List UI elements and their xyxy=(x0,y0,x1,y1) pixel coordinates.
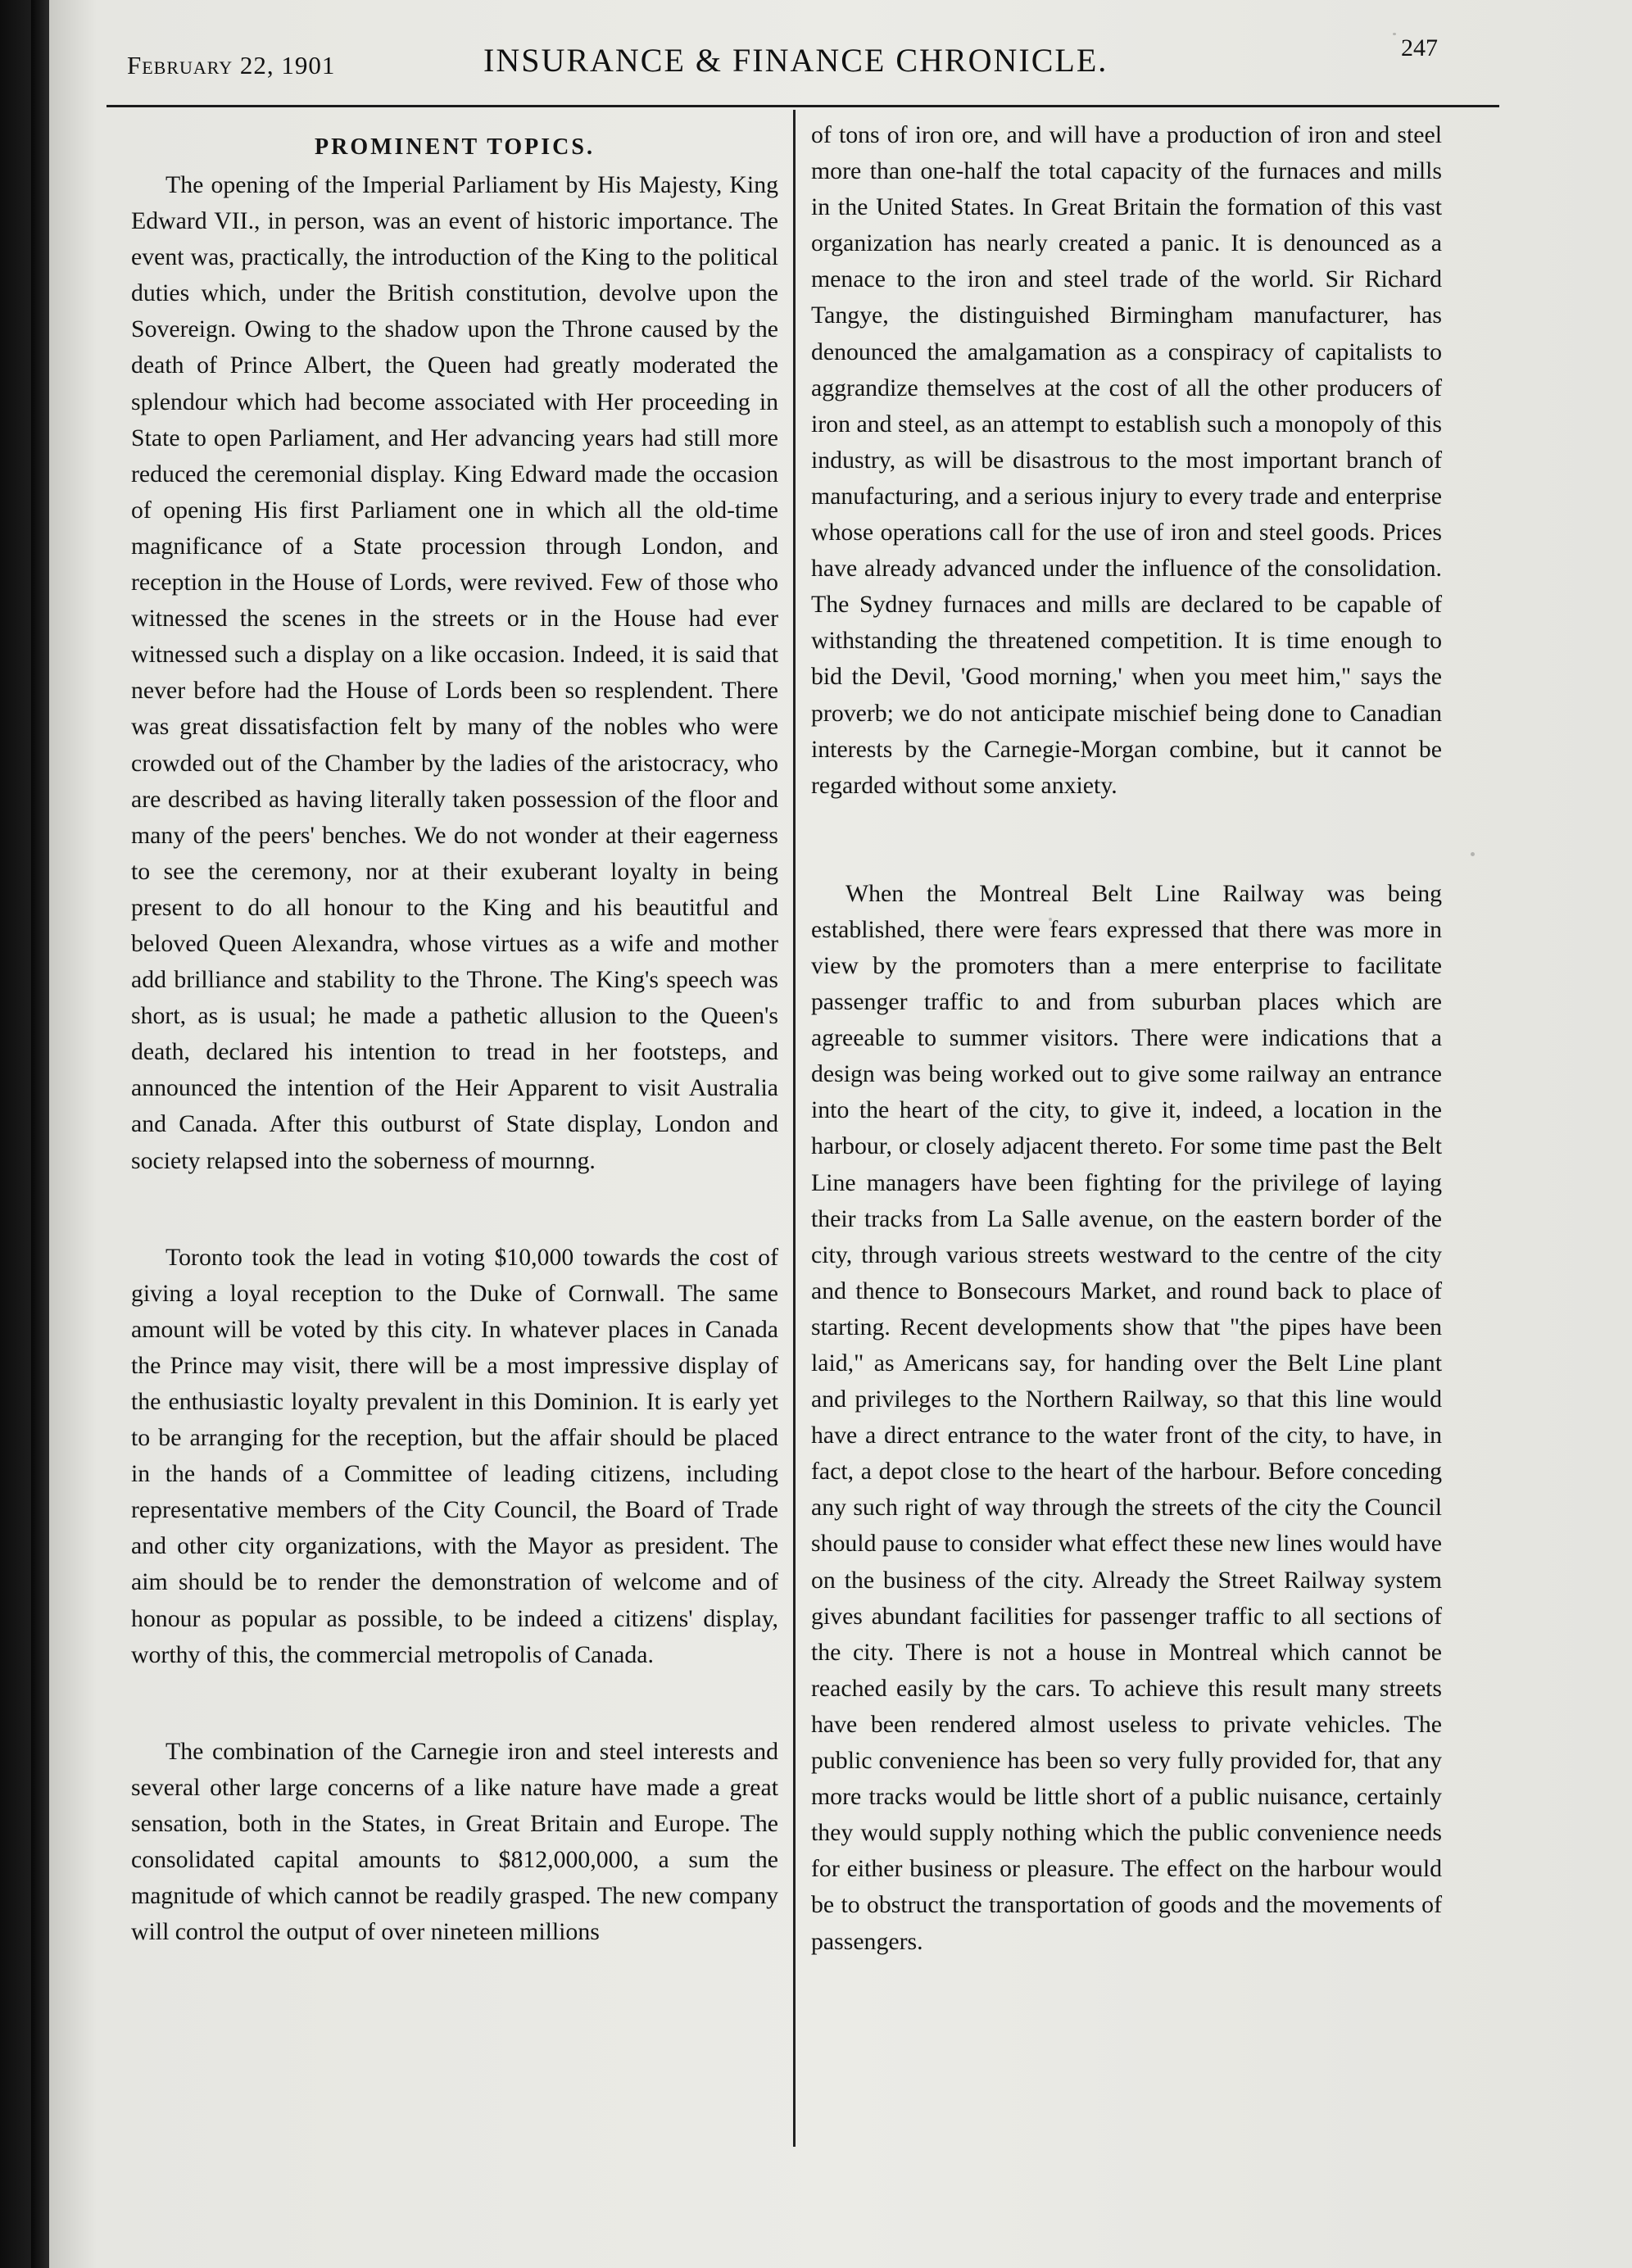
publication-title: INSURANCE & FINANCE CHRONICLE. xyxy=(483,42,1108,79)
right-column xyxy=(811,117,1442,1960)
paragraph-gap xyxy=(131,1673,778,1734)
section-heading: PROMINENT TOPICS. xyxy=(315,134,595,160)
binding-shadow xyxy=(31,0,49,2268)
header-rule xyxy=(107,105,1499,107)
paragraph-carnegie-continued: of tons of iron ore, and will have a production of iron and steel more than one-half the total capacity of the furnaces and mills in the United States. In Great Britain the formation of this vast organization has nearly created a panic. It is denounced as a menace to the iron and steel trade of the world. Sir Richard Tangye, the distinguished Birmingham manufacturer, has denounced the amalgamation as a conspiracy of capitalists to aggrandize themselves at the cost of all the other producers of iron and steel, as an attempt to establish such a monopoly of this industry, as will be disastrous to the most important branch of manufacturing, and a serious injury to every trade and enterprise whose operations call for the use of iron and steel goods. Prices have already advanced under the influence of the consolidation. The Sydney furnaces and mills are declared to be capable of withstanding the threatened competition. It is time enough to bid the Devil, 'Good morning,' when you meet him," says the proverb; we do not anticipate mischief being done to Canadian interests by the Carnegie-Morgan combine, but it cannot be regarded without some anxiety. xyxy=(811,121,1442,799)
paragraph-parliament: The opening of the Imperial Parliament by His Majesty, King Edward VII., in person, was an event of historic importance. The event was, practically, the introduction of the King to the political duties which, under the British constitution, devolve upon the Sovereign. Owing to the shadow upon the Throne caused by the death of Prince Albert, the Queen had greatly moderated the splendour which had become associated with Her proceeding in State to open Parliament, and Her advancing years had still more reduced the ceremonial display. King Edward made the occasion of opening His first Parliament one in which all the old-time magnificance of a State procession through London, and reception in the House of Lords, were revived. Few of those who witnessed the scenes in the streets or in the House had ever witnessed such a display on a like occasion. Indeed, it is said that never before had the House of Lords been so resplendent. There was great dissatisfaction felt by many of the nobles who were crowded out of the Chamber by the ladies of the aristocracy, who are described as having literally taken possession of the floor and many of the peers' benches. We do not wonder at their eagerness to see the ceremony, nor at their exuberant loyalty in being present to do all honour to the King and his beautitful and beloved Queen Alexandra, whose virtues as a wife and mother add brilliance and stability to the Throne. The King's speech was short, as is usual; he made a pathetic allusion to the Queen's death, declared his intention to tread in her footsteps, and announced the intention of the Heir Apparent to visit Australia and Canada. After this outburst of State display, London and society relapsed into the soberness of mournng. xyxy=(131,171,778,1174)
paragraph-belt-line-railway: When the Montreal Belt Line Railway was being established, there were fears expressed that there was more in view by the promoters than a mere enterprise to facilitate passenger traffic to and from suburban places which are agreeable to summer visitors. There were indications that a design was being worked out to give some railway an entrance into the heart of the city, to give it, indeed, a location in the harbour, or closely adjacent thereto. For some time past the Belt Line managers have been fighting for the privilege of laying their tracks from La Salle avenue, on the eastern border of the city, through various streets westward to the centre of the city and thence to Bonsecours Market, and round back to place of starting. Recent developments show that "the pipes have been laid," as Americans say, for handing over the Belt Line plant and privileges to the Northern Railway, so that this line would have a direct entrance to the water front of the city, to have, in fact, a depot close to the heart of the harbour. Before conceding any such right of way through the streets of the city the Council should pause to consider what effect these new lines would have on the business of the city. Already the Street Railway system gives abundant facilities for passenger traffic to all sections of the city. There is not a house in Montreal which cannot be reached easily by the cars. To achieve this result many streets have been rendered almost useless to private vehicles. The public convenience has been so very fully provided for, that any more tracks would be little short of a public nuisance, certainly they would supply nothing which the public convenience needs for either business or pleasure. The effect on the harbour would be to obstruct the transportation of goods and the movements of passengers. xyxy=(811,879,1442,1955)
column-divider xyxy=(793,110,796,2147)
left-column xyxy=(131,131,778,1950)
header-date: February 22, 1901 xyxy=(127,51,336,79)
page-header xyxy=(115,33,1442,90)
scan-speck xyxy=(1393,33,1396,35)
scan-speck xyxy=(1049,918,1052,921)
paragraph-gap xyxy=(131,1179,778,1240)
paragraph-toronto-reception: Toronto took the lead in voting $10,000 towards the cost of giving a loyal reception to the Duke of Cornwall. The same amount will be voted by this city. In whatever places in Canada the Prince may visit, there will be a most impressive display of the enthusiastic loyalty prevalent in this Dominion. It is early yet to be arranging for the reception, but the affair should be placed in the hands of a Committee of leading citizens, including representative members of the City Council, the Board of Trade and other city organizations, with the Mayor as president. The aim should be to render the demonstration of welcome and of honour as popular as possible, to be indeed a citizens' display, worthy of this, the commercial metropolis of Canada. xyxy=(131,1243,778,1668)
paragraph-gap xyxy=(811,804,1442,876)
page-number: 247 xyxy=(1401,34,1438,61)
scan-speck xyxy=(1471,852,1475,856)
paragraph-carnegie-combination: The combination of the Carnegie iron and steel interests and several other large concerns of a like nature have made a great sensation, both in the States, in Great Britain and Europe. The consolidated capital amounts to $812,000,000, a sum the magnitude of which cannot be readily grasped. The new company will control the output of over nineteen millions xyxy=(131,1737,778,1946)
